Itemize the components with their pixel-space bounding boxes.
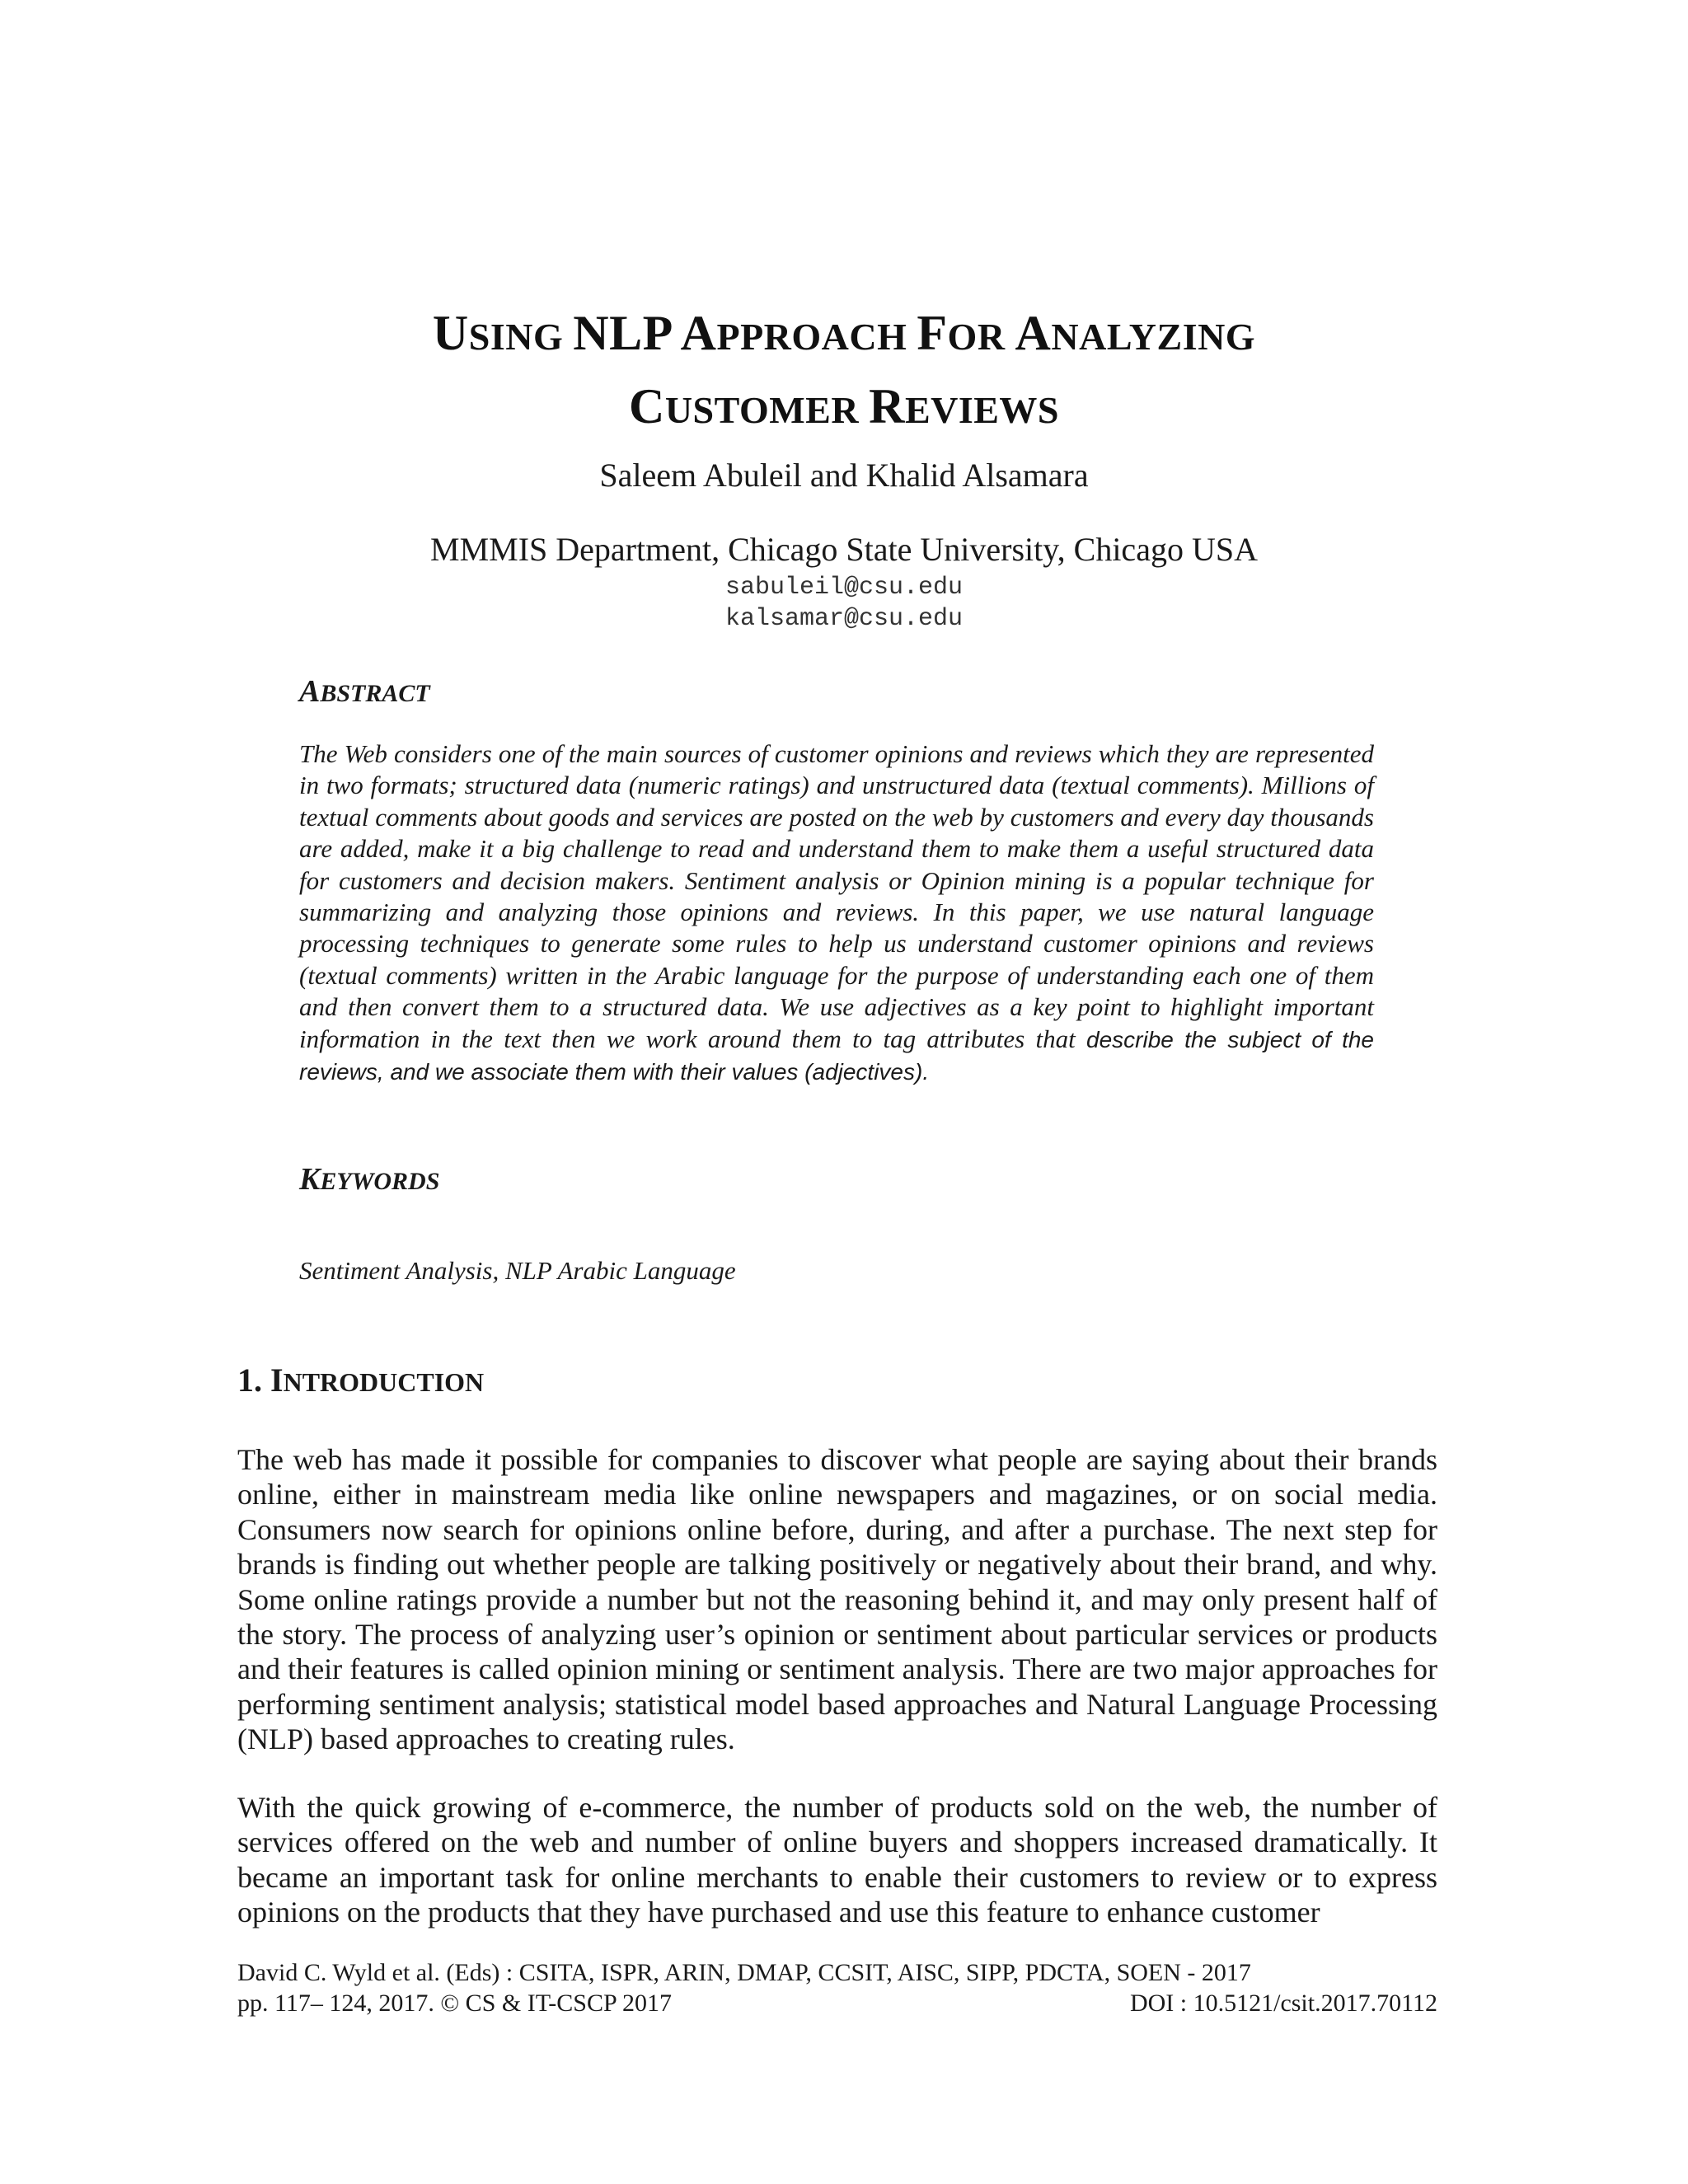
title-fragment: C: [628, 379, 665, 434]
title-fragment: F: [917, 306, 948, 360]
heading-initial: A: [299, 674, 321, 709]
title-fragment: A: [670, 306, 717, 360]
keywords-heading: [299, 1160, 439, 1201]
author-affiliation: MMMIS Department, Chicago State University, Chicago USA: [430, 531, 1258, 568]
heading-number: 1. I: [237, 1361, 284, 1399]
title-fragment: U: [432, 306, 469, 360]
title-fragment: EVIEWS: [904, 389, 1060, 431]
title-fragment: USTOMER: [664, 389, 870, 431]
keywords-list: Sentiment Analysis, NLP Arabic Language: [299, 1256, 736, 1285]
title-line-1: [0, 298, 1688, 372]
title-fragment: PPROACH: [716, 316, 917, 358]
introduction-paragraph: With the quick growing of e-commerce, the number of products sold on the web, the number of services offered on the web and number of online buyers and shoppers increased dramatically. It became an important task for online merchants to enable their customers to review or to express opinions on the products that they have purchased and use this feature to enhance customer: [237, 1791, 1437, 1929]
abstract-text-tail: describe the subject of the reviews, and we associate them with their values (adjectives).: [299, 1026, 1374, 1085]
citation-footer: David C. Wyld et al. (Eds) : CSITA, ISPR, ARIN, DMAP, CCSIT, AISC, SIPP, PDCTA, SOEN - 2017: [237, 1959, 1251, 1986]
abstract-heading: [299, 673, 430, 713]
doi: DOI : 10.5121/csit.2017.70112: [1129, 1990, 1437, 2017]
citation-footer-line-2: [237, 1989, 1437, 2018]
author-email: kalsamar@csu.edu: [724, 605, 964, 633]
title-fragment: NLP: [573, 306, 671, 360]
heading-rest: BSTRACT: [320, 680, 430, 707]
introduction-paragraph: The web has made it possible for companies to discover what people are saying about their brands online, either in mainstream media like online newspapers and magazines, or on social media. Consumers now search for opinions online before, during, and after a purchase. The next step for brands is finding out whether people are talking positively or negatively about their brand, and why. Some online ratings provide a number but not the reasoning behind it, and may only present half of the story. The process of analyzing user’s opinion or sentiment about particular services or products and their features is called opinion mining or sentiment analysis. There are two major approaches for performing sentiment analysis; statistical model based approaches and Natural Language Processing (NLP) based approaches to creating rules.: [237, 1443, 1437, 1756]
introduction-heading: [237, 1360, 484, 1403]
title-fragment: R: [869, 379, 905, 434]
title-line-2: [0, 372, 1688, 445]
title-fragment: OR: [947, 316, 1015, 358]
abstract-text: The Web considers one of the main sources of customer opinions and reviews which they are represented in two formats; structured data (numeric ratings) and unstructured data (textual comments). Millions of textual comments about goods and services are posted on the web by customers and every day thousands are added, make it a big challenge to read and understand them to make them a useful structured data for customers and decision makers. Sentiment analysis or Opinion mining is a popular technique for summarizing and analyzing those opinions and reviews. In this paper, we use natural language processing techniques to generate some rules to help us understand customer opinions and reviews (textual comments) written in the Arabic language for the purpose of understanding each one of them and then convert them to a structured data. We use adjectives as a key point to highlight important information in the text then we work around them to tag attributes that: [299, 739, 1374, 1053]
title-fragment: A: [1015, 306, 1052, 360]
page-range: pp. 117– 124, 2017. © CS & IT-CSCP 2017: [237, 1990, 673, 2017]
abstract-body: [299, 738, 1374, 1088]
heading-rest: EYWORDS: [320, 1168, 440, 1195]
title-fragment: SING: [468, 316, 574, 358]
author-names: Saleem Abuleil and Khalid Alsamara: [599, 457, 1089, 494]
author-email: sabuleil@csu.edu: [724, 574, 964, 602]
paper-title: [0, 298, 1688, 445]
heading-rest: NTRODUCTION: [283, 1367, 485, 1397]
heading-initial: K: [299, 1162, 321, 1197]
title-fragment: NALYZING: [1051, 316, 1256, 358]
